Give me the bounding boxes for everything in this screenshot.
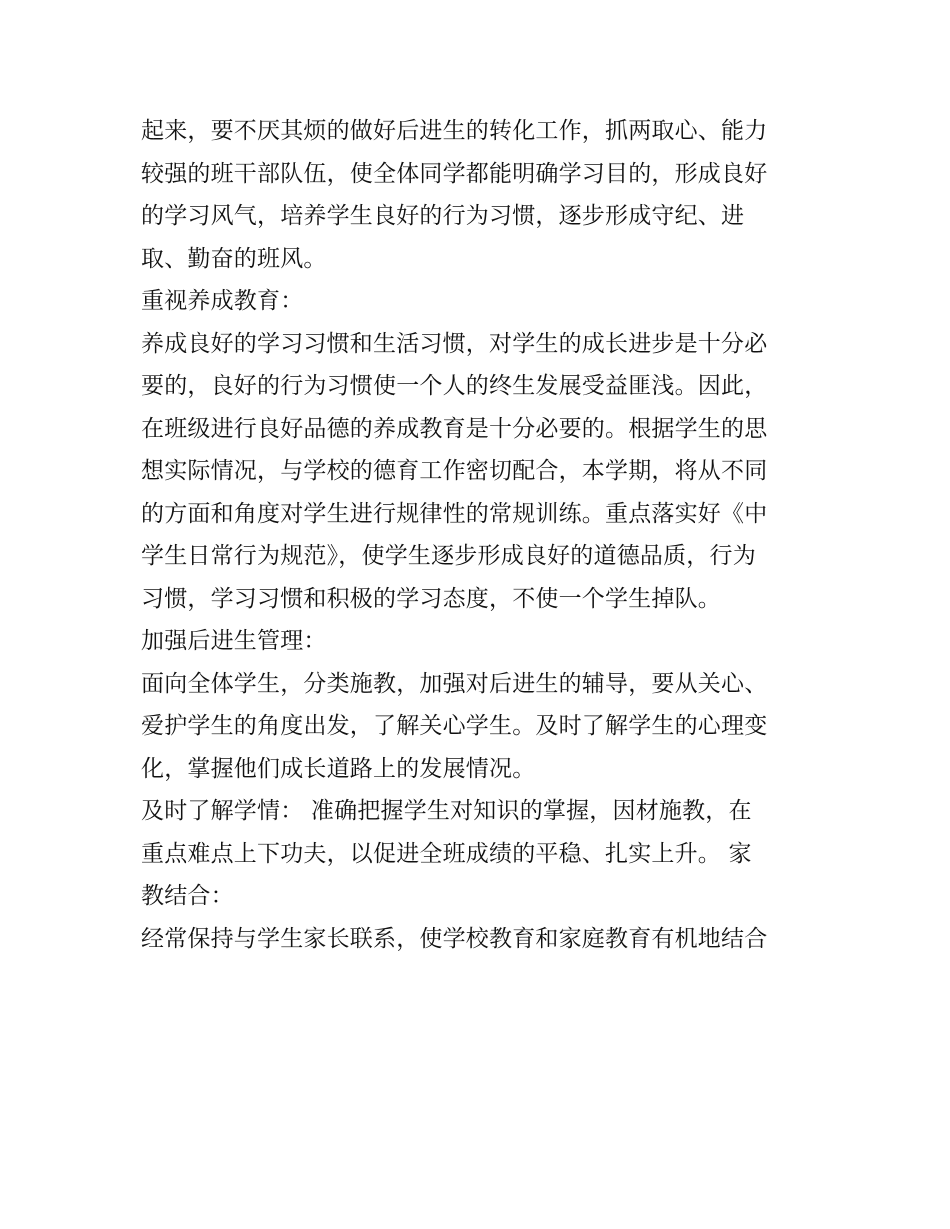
text-line: 重点难点上下功夫，以促进全班成绩的平稳、扎实上升。 家 — [141, 840, 752, 867]
text-line: 在班级进行良好品德的养成教育是十分必要的。根据学生的思 — [141, 415, 768, 442]
text-line: 及时了解学情： 准确把握学生对知识的掌握，因材施教，在 — [141, 798, 752, 824]
text-line: 想实际情况，与学校的德育工作密切配合，本学期，将从不同 — [141, 458, 768, 484]
section-heading: 重视养成教育： — [141, 288, 304, 314]
text-line: 的方面和角度对学生进行规律性的常规训练。重点落实好《中 — [141, 500, 768, 527]
text-line: 要的，良好的行为习惯使一个人的终生发展受益匪浅。因此， — [141, 373, 768, 399]
text-line: 的学习风气，培养学生良好的行为习惯，逐步形成守纪、进 — [141, 203, 745, 229]
text-line: 爱护学生的角度出发，了解关心学生。及时了解学生的心理变 — [141, 713, 768, 739]
text-line: 化，掌握他们成长道路上的发展情况。 — [141, 755, 536, 782]
text-line: 取、勤奋的班风。 — [141, 245, 327, 272]
text-line: 较强的班干部队伍，使全体同学都能明确学习目的，形成良好 — [141, 160, 768, 187]
section-heading: 加强后进生管理： — [141, 628, 327, 654]
document-body — [141, 110, 821, 960]
text-line: 面向全体学生，分类施教，加强对后进生的辅导，要从关心、 — [141, 670, 768, 697]
text-line: 习惯，学习习惯和积极的学习态度，不使一个学生掉队。 — [141, 585, 721, 612]
text-line: 学生日常行为规范》，使学生逐步形成良好的道德品质，行为 — [141, 543, 756, 569]
text-line: 养成良好的学习习惯和生活习惯，对学生的成长进步是十分必 — [141, 330, 768, 357]
text-line: 起来，要不厌其烦的做好后进生的转化工作，抓两取心、能力 — [141, 118, 768, 144]
text-line: 经常保持与学生家长联系，使学校教育和家庭教育有机地结合 — [141, 925, 768, 952]
text-line: 教结合： — [141, 883, 234, 909]
